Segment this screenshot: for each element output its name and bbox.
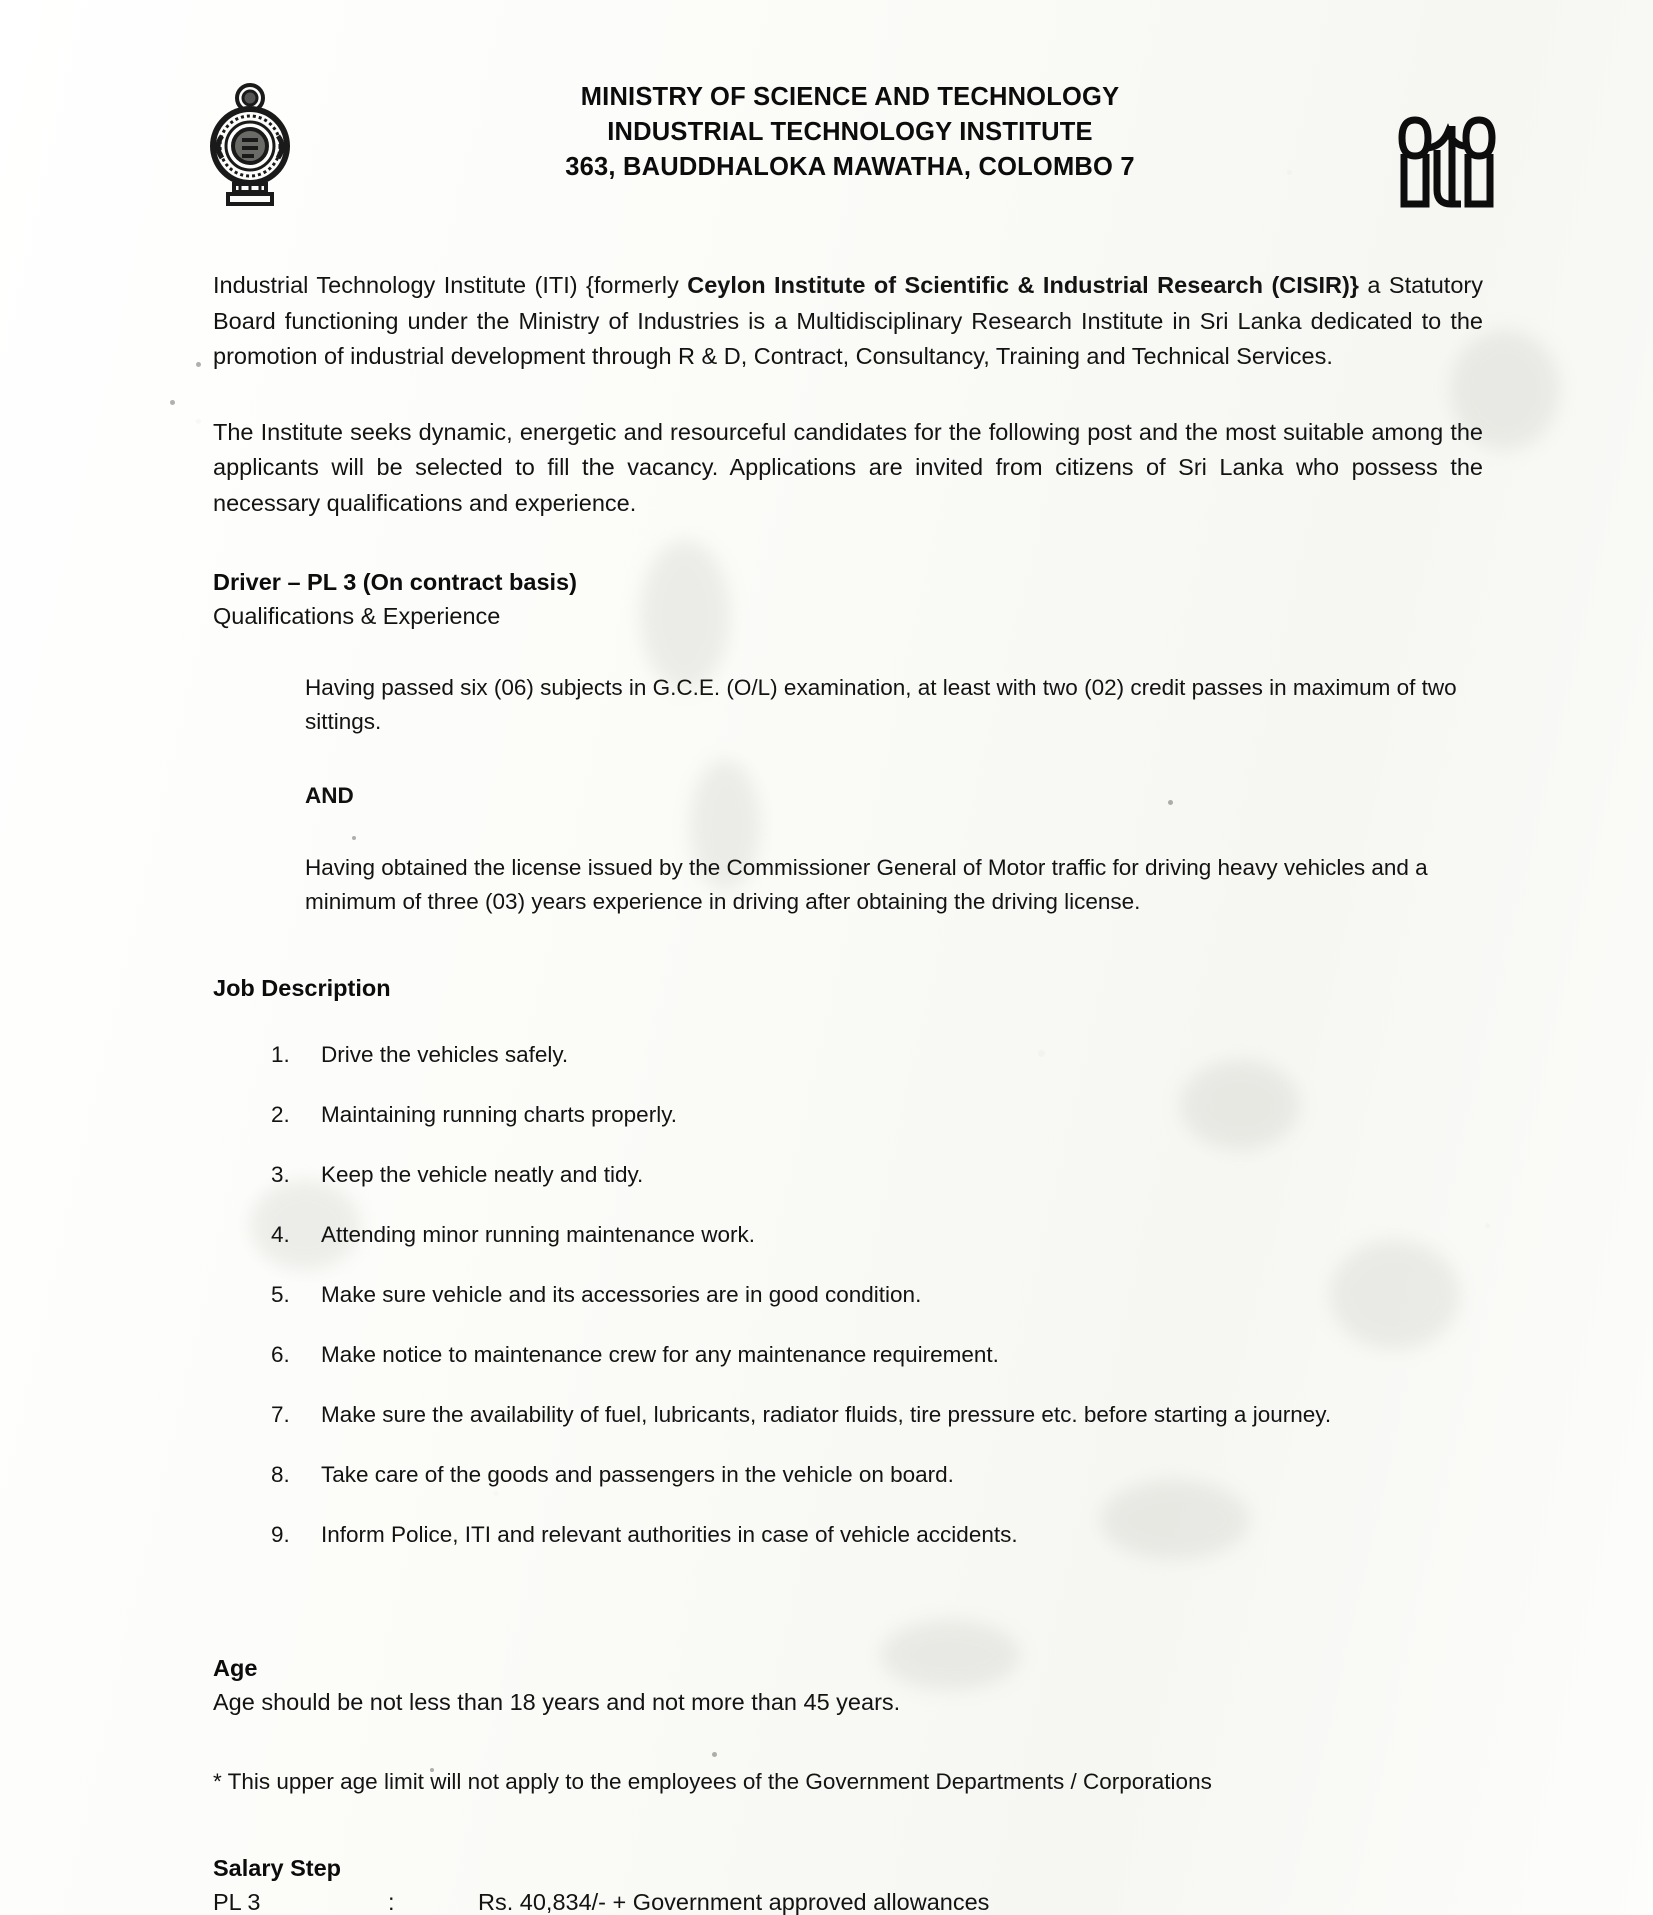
list-item-number: 8. xyxy=(271,1462,290,1487)
qualification-2-text: Having obtained the license issued by the Commissioner General of Motor traffic for driving heavy vehicles and a minimum of three (03) years experience in driving after obtaining the driving license. xyxy=(305,855,1428,914)
header-line-address: 363, BAUDDHALOKA MAWATHA, COLOMBO 7 xyxy=(565,153,1135,181)
scan-speck xyxy=(196,362,201,367)
list-item-text: Attending minor running maintenance work. xyxy=(321,1222,755,1247)
post-title: Driver – PL 3 (On contract basis) xyxy=(213,569,577,595)
age-exemption-note: * This upper age limit will not apply to the employees of the Government Departments / Corporations xyxy=(213,1769,1212,1794)
invitation-paragraph: The Institute seeks dynamic, energetic and resourceful candidates for the following post and the most suitable among the applicants will be selected to fill the vacancy. Applications are invited from citizens of Sri Lanka who possess the necessary qualifications and experience. xyxy=(213,418,1483,516)
scan-speck xyxy=(170,400,175,405)
list-item xyxy=(213,1519,1483,1551)
list-item xyxy=(213,1219,1483,1251)
list-item xyxy=(213,1099,1483,1131)
list-item xyxy=(213,1459,1483,1491)
list-item-text: Inform Police, ITI and relevant authorities in case of vehicle accidents. xyxy=(321,1522,1018,1547)
job-description-list xyxy=(213,1039,1483,1551)
list-item-number: 4. xyxy=(271,1222,290,1247)
header-line-institute: INDUSTRIAL TECHNOLOGY INSTITUTE xyxy=(607,118,1093,146)
salary-amount: Rs. 40,834/- + Government approved allowances xyxy=(478,1889,990,1915)
list-item-number: 1. xyxy=(271,1042,290,1067)
intro-former-name: Ceylon Institute of Scientific & Industrial Research (CISIR)} xyxy=(687,272,1359,298)
list-item-number: 3. xyxy=(271,1162,290,1187)
age-heading: Age xyxy=(213,1655,258,1681)
qualification-conjunction: AND xyxy=(305,783,354,808)
list-item-number: 6. xyxy=(271,1342,290,1367)
list-item xyxy=(213,1039,1483,1071)
age-text: Age should be not less than 18 years and not more than 45 years. xyxy=(213,1689,901,1715)
salary-grade: PL 3 xyxy=(213,1889,261,1915)
header-line-ministry: MINISTRY OF SCIENCE AND TECHNOLOGY xyxy=(580,83,1120,111)
list-item-text: Take care of the goods and passengers in the vehicle on board. xyxy=(321,1462,954,1487)
list-item xyxy=(213,1159,1483,1191)
salary-colon: : xyxy=(388,1889,395,1915)
qualification-1-block xyxy=(305,671,1480,739)
document-body xyxy=(213,268,1483,1915)
list-item-text: Make notice to maintenance crew for any maintenance requirement. xyxy=(321,1342,999,1367)
list-item xyxy=(213,1339,1483,1371)
list-item-number: 7. xyxy=(271,1402,290,1427)
list-item-text: Make sure vehicle and its accessories are in good condition. xyxy=(321,1282,922,1307)
header-title-block xyxy=(430,80,1270,185)
list-item-text: Keep the vehicle neatly and tidy. xyxy=(321,1162,644,1187)
intro-paragraph xyxy=(213,268,1483,375)
list-item-number: 2. xyxy=(271,1102,290,1127)
list-item-text: Maintaining running charts properly. xyxy=(321,1102,678,1127)
job-description-heading: Job Description xyxy=(213,975,391,1001)
sri-lanka-emblem-icon xyxy=(196,76,304,208)
list-item-text: Drive the vehicles safely. xyxy=(321,1042,569,1067)
list-item-number: 9. xyxy=(271,1522,290,1547)
iti-logo-icon xyxy=(1392,110,1504,214)
list-item xyxy=(213,1399,1483,1431)
salary-row xyxy=(213,1885,1483,1915)
document-header xyxy=(0,58,1653,208)
post-subtitle: Qualifications & Experience xyxy=(213,603,501,629)
salary-heading: Salary Step xyxy=(213,1855,342,1881)
list-item xyxy=(213,1279,1483,1311)
list-item-number: 5. xyxy=(271,1282,290,1307)
intro-part-2: a Statutory Board functioning under the Ministry of Industries is a Multidisciplinary Research Institute in Sri Lanka dedicated to the promotion of industrial development through R & D, Contract, Consultancy, Training and Technical Services. xyxy=(213,272,1483,369)
intro-part-1: Industrial Technology Institute (ITI) {formerly xyxy=(213,272,688,298)
qualification-1-text: Having passed six (06) subjects in G.C.E. (O/L) examination, at least with two (02) credit passes in maximum of two sittings. xyxy=(305,675,1457,734)
list-item-text: Make sure the availability of fuel, lubricants, radiator fluids, tire pressure etc. before starting a journey. xyxy=(321,1402,1332,1427)
qualification-2-block xyxy=(305,851,1480,919)
